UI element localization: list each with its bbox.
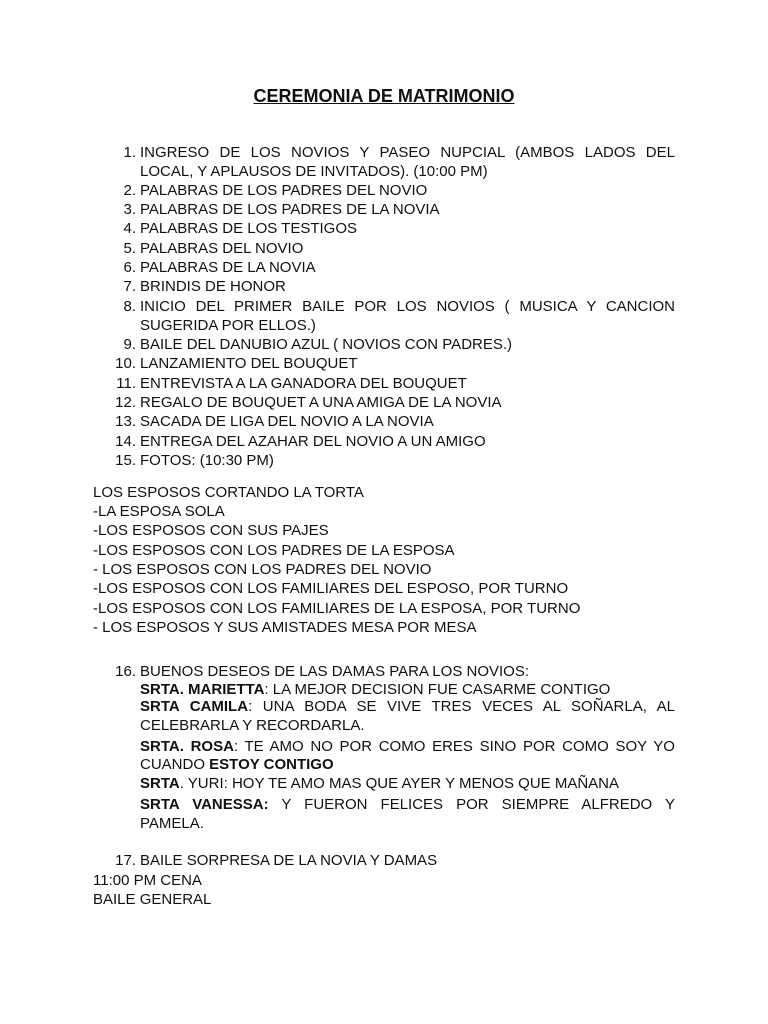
list-number: 2. (123, 182, 136, 199)
list-text: INICIO DEL PRIMER BAILE POR LOS NOVIOS ( MUSICA Y CANCION (140, 298, 675, 315)
list-number: 5. (123, 240, 136, 257)
list-text: PALABRAS DE LOS PADRES DE LA NOVIA (140, 201, 440, 218)
list-item (0, 374, 768, 393)
list-number: 15. (115, 452, 136, 469)
wish-text: CUANDO (140, 756, 210, 773)
photo-item: -LOS ESPOSOS CON LOS FAMILIARES DE LA ESPOSA, POR TURNO (93, 600, 581, 617)
list-number: 1. (123, 144, 136, 161)
photo-item: - LOS ESPOSOS Y SUS AMISTADES MESA POR MESA (93, 619, 477, 636)
list-item (0, 143, 768, 162)
list-item-continuation (0, 316, 768, 335)
closing-line: BAILE GENERAL (93, 891, 212, 908)
wish-text: : UNA BODA SE VIVE TRES VECES AL SOÑARLA, AL (248, 698, 675, 715)
wish-text: : TE AMO NO POR COMO ERES SINO POR COMO SOY YO (233, 738, 675, 755)
photo-item: -LOS ESPOSOS CON LOS FAMILIARES DEL ESPOSO, POR TURNO (93, 580, 569, 597)
wish-name: SRTA VANESSA: (140, 796, 269, 813)
list-item-continuation (0, 162, 768, 181)
wish-rosa-continuation (0, 755, 768, 774)
list-number: 14. (115, 433, 136, 450)
list-item (0, 432, 768, 451)
list-text: FOTOS: (10:30 PM) (140, 452, 274, 469)
list-item (0, 200, 768, 219)
wish-name: SRTA. MARIETTA (140, 681, 265, 698)
closing-line: 11:00 PM CENA (93, 872, 202, 889)
wish-vanessa-continuation (0, 814, 768, 833)
list-item (0, 451, 768, 470)
list-item (0, 219, 768, 238)
list-text: REGALO DE BOUQUET A UNA AMIGA DE LA NOVIA (140, 394, 502, 411)
list-text: INGRESO DE LOS NOVIOS Y PASEO NUPCIAL (AMBOS LADOS DEL (140, 144, 675, 161)
list-number: 17. (115, 852, 136, 869)
list-item (0, 297, 768, 316)
wish-text: PAMELA. (140, 815, 204, 832)
list-number: 10. (115, 355, 136, 372)
wish-camila (0, 697, 768, 716)
list-item (0, 354, 768, 373)
list-item (0, 662, 768, 681)
list-number: 16. (115, 663, 136, 680)
wish-text: Y FUERON FELICES POR SIEMPRE ALFREDO Y (268, 796, 675, 813)
list-text: BAILE SORPRESA DE LA NOVIA Y DAMAS (140, 852, 438, 869)
wish-text: . YURI: HOY TE AMO MAS QUE AYER Y MENOS QUE MAÑANA (179, 775, 620, 792)
wish-text: : LA MEJOR DECISION FUE CASARME CONTIGO (264, 681, 611, 698)
list-item (0, 412, 768, 431)
list-text: PALABRAS DE LOS TESTIGOS (140, 220, 358, 237)
list-text: PALABRAS DEL NOVIO (140, 240, 304, 257)
list-text: LOCAL, Y APLAUSOS DE INVITADOS). (10:00 PM) (140, 163, 488, 180)
wish-name: SRTA. ROSA (140, 738, 234, 755)
list-text: BAILE DEL DANUBIO AZUL ( NOVIOS CON PADRES.) (140, 336, 513, 353)
list-item (0, 851, 768, 870)
list-text: ENTREVISTA A LA GANADORA DEL BOUQUET (140, 375, 467, 392)
list-text: BRINDIS DE HONOR (140, 278, 286, 295)
list-number: 4. (123, 220, 136, 237)
wish-camila-continuation (0, 716, 768, 735)
list-item (0, 393, 768, 412)
list-item (0, 335, 768, 354)
wish-name: SRTA (140, 775, 180, 792)
list-number: 6. (123, 259, 136, 276)
list-number: 3. (123, 201, 136, 218)
list-text: SUGERIDA POR ELLOS.) (140, 317, 316, 334)
photo-item: -LOS ESPOSOS CON SUS PAJES (93, 522, 329, 539)
list-number: 9. (123, 336, 136, 353)
list-item (0, 239, 768, 258)
list-text: LANZAMIENTO DEL BOUQUET (140, 355, 358, 372)
list-text: BUENOS DESEOS DE LAS DAMAS PARA LOS NOVIOS: (140, 663, 530, 680)
list-number: 13. (115, 413, 136, 430)
list-item (0, 258, 768, 277)
list-text: SACADA DE LIGA DEL NOVIO A LA NOVIA (140, 413, 434, 430)
list-text: ENTREGA DEL AZAHAR DEL NOVIO A UN AMIGO (140, 433, 486, 450)
list-number: 12. (115, 394, 136, 411)
page-title: CEREMONIA DE MATRIMONIO (253, 86, 515, 106)
list-item (0, 181, 768, 200)
list-text: PALABRAS DE LA NOVIA (140, 259, 316, 276)
photo-item: -LA ESPOSA SOLA (93, 503, 225, 520)
wish-rosa (0, 737, 768, 756)
photo-item: - LOS ESPOSOS CON LOS PADRES DEL NOVIO (93, 561, 432, 578)
wish-yuri (0, 774, 768, 793)
wish-emphasis: ESTOY CONTIGO (209, 756, 334, 773)
list-number: 7. (123, 278, 136, 295)
list-item (0, 277, 768, 296)
wish-name: SRTA CAMILA (140, 698, 249, 715)
list-number: 8. (123, 298, 136, 315)
list-text: PALABRAS DE LOS PADRES DEL NOVIO (140, 182, 428, 199)
wish-vanessa (0, 795, 768, 814)
wish-text: CELEBRARLA Y RECORDARLA. (140, 717, 365, 734)
photo-item: LOS ESPOSOS CORTANDO LA TORTA (93, 484, 364, 501)
photo-item: -LOS ESPOSOS CON LOS PADRES DE LA ESPOSA (93, 542, 455, 559)
list-number: 11. (116, 375, 136, 392)
